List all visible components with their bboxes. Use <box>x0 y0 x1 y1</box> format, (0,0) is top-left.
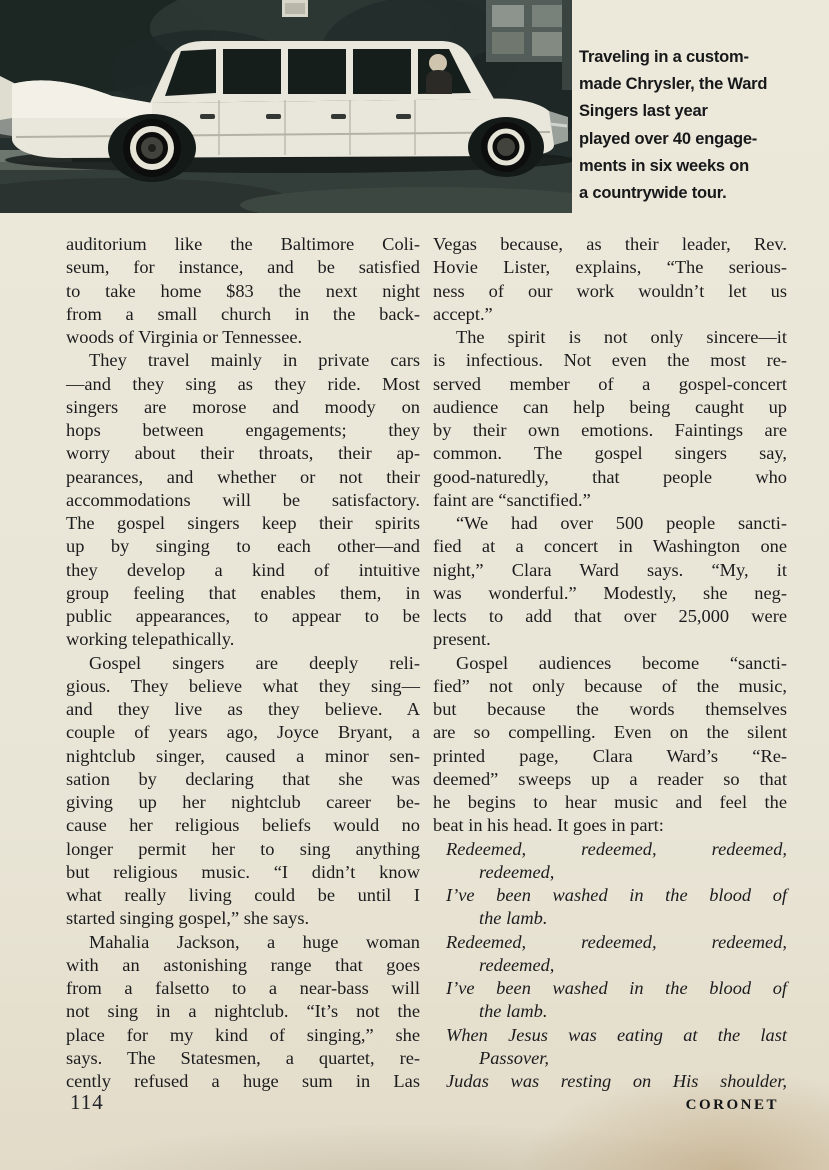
text-line: and they live as they believe. A <box>66 699 420 719</box>
text-line: present. <box>433 629 491 650</box>
caption-line: ments in six weeks on <box>579 156 750 175</box>
text-line: is infectious. Not even the most re- <box>433 350 787 371</box>
text-line: not sing in a nightclub. “It’s not the <box>66 1001 420 1022</box>
text-line: night,” Clara Ward says. “My, it <box>433 559 787 580</box>
caption-line: Singers last year <box>579 102 708 121</box>
text-line: redeemed, <box>479 861 555 882</box>
text-line: Gospel singers are deeply reli- <box>89 652 420 673</box>
limousine-photo <box>0 0 572 213</box>
text-line: beat in his head. It goes in part: <box>433 815 664 836</box>
text-line: redeemed, <box>479 954 555 975</box>
article-column-left <box>66 233 420 1093</box>
text-line: Judas was resting on His shoulder, <box>446 1071 787 1091</box>
text-line: Redeemed, redeemed, redeemed, <box>446 931 787 952</box>
lyric-stanza <box>433 1024 787 1071</box>
text-line: from a falsetto to a near-bass will <box>66 978 420 998</box>
article-body <box>66 233 787 1093</box>
text-line: couple of years ago, Joyce Bryant, a <box>66 722 420 743</box>
text-line: hops between engagements; they <box>66 420 420 440</box>
text-line: worry about their throats, their ap- <box>66 443 420 464</box>
limousine-photo-illustration <box>0 0 572 213</box>
text-line: fied at a concert in Washington one <box>433 536 787 557</box>
text-line: Mahalia Jackson, a huge woman <box>89 931 420 952</box>
text-line: Vegas because, as their leader, Rev. <box>433 234 787 254</box>
text-line: up by singing to each other—and <box>66 536 420 557</box>
text-line: The spirit is not only sincere—it <box>456 327 787 347</box>
text-line: Hovie Lister, explains, “The serious- <box>433 257 787 278</box>
text-line: giving up her nightclub career be- <box>66 792 420 812</box>
text-line: public appearances, to appear to be <box>66 606 420 626</box>
text-line: I’ve been washed in the blood of <box>446 885 787 905</box>
lyric-stanza <box>433 838 787 885</box>
text-line: —and they sing as they ride. Most <box>66 373 420 394</box>
text-line: They travel mainly in private cars <box>89 350 420 371</box>
caption-line: a countrywide tour. <box>579 184 727 203</box>
text-line: started singing gospel,” she says. <box>66 908 310 929</box>
text-line: cently refused a huge sum in Las <box>66 1071 420 1091</box>
text-line: the lamb. <box>479 1001 548 1022</box>
photo-caption <box>579 44 825 207</box>
text-line: working telepathically. <box>66 629 235 650</box>
paragraph <box>433 652 787 838</box>
text-line: accommodations will be satisfactory. <box>66 489 420 510</box>
text-line: Passover, <box>479 1047 549 1068</box>
article-column-right <box>433 233 787 1093</box>
text-line: “We had over 500 people sancti- <box>456 513 787 533</box>
text-line: auditorium like the Baltimore Coli- <box>66 234 420 254</box>
text-line: served member of a gospel-concert <box>433 373 787 394</box>
text-line: audience can help being caught up <box>433 396 787 417</box>
paragraph <box>433 233 787 326</box>
lyric-stanza <box>433 931 787 978</box>
paragraph <box>433 326 787 512</box>
text-line: what really living could be until I <box>66 885 420 905</box>
text-line: group feeling that enables them, in <box>66 582 420 603</box>
text-line: printed page, Clara Ward’s “Re- <box>433 745 787 766</box>
text-line: gious. They believe what they sing— <box>66 675 420 696</box>
text-line: they develop a kind of intuitive <box>66 559 420 580</box>
text-line: from a small church in the back- <box>66 303 420 324</box>
text-line: common. The gospel singers say, <box>433 443 787 464</box>
text-line: faint are “sanctified.” <box>433 489 591 510</box>
text-line: ness of our work wouldn’t let us <box>433 280 787 301</box>
text-line: accept.” <box>433 303 493 324</box>
text-line: says. The Statesmen, a quartet, re- <box>66 1047 420 1068</box>
text-line: lects to add that over 25,000 were <box>433 606 787 626</box>
magazine-title: CORONET <box>685 1097 779 1113</box>
text-line: Redeemed, redeemed, redeemed, <box>446 838 787 859</box>
text-line: longer permit her to sing anything <box>66 838 420 859</box>
paragraph <box>66 931 420 1094</box>
paragraph <box>433 512 787 652</box>
text-line: by their own emotions. Faintings are <box>433 420 787 440</box>
text-line: When Jesus was eating at the last <box>446 1024 787 1045</box>
text-line: with an astonishing range that goes <box>66 954 420 975</box>
text-line: seum, for instance, and be satisfied <box>66 257 420 278</box>
lyric-stanza <box>433 884 787 931</box>
text-line: good-naturedly, that people who <box>433 466 787 487</box>
paragraph <box>66 233 420 349</box>
text-line: woods of Virginia or Tennessee. <box>66 327 303 347</box>
text-line: The gospel singers keep their spirits <box>66 513 420 533</box>
paragraph <box>66 652 420 931</box>
caption-line: played over 40 engage- <box>579 129 758 148</box>
text-line: but religious music. “I didn’t know <box>66 861 420 882</box>
text-line: fied” not only because of the music, <box>433 675 787 696</box>
text-line: deemed” sweeps up a reader so that <box>433 768 787 789</box>
page-footer <box>70 1090 779 1115</box>
caption-line: made Chrysler, the Ward <box>579 75 768 94</box>
text-line: was wonderful.” Modestly, she neg- <box>433 582 787 603</box>
lyric-stanza <box>433 977 787 1024</box>
text-line: to take home $83 the next night <box>66 280 420 301</box>
text-line: pearances, and whether or not their <box>66 466 420 487</box>
text-line: sation by declaring that she was <box>66 768 420 789</box>
text-line: but because the words themselves <box>433 699 787 719</box>
text-line: are so compelling. Even on the silent <box>433 722 787 743</box>
text-line: Gospel audiences become “sancti- <box>456 652 787 673</box>
text-line: I’ve been washed in the blood of <box>446 978 787 998</box>
text-line: place for my kind of singing,” she <box>66 1024 420 1045</box>
text-line: singers are morose and moody on <box>66 396 420 417</box>
text-line: the lamb. <box>479 908 548 929</box>
page-number: 114 <box>70 1090 104 1114</box>
paragraph <box>66 349 420 651</box>
text-line: he begins to hear music and feel the <box>433 792 787 812</box>
caption-line: Traveling in a custom- <box>579 48 749 66</box>
text-line: nightclub singer, caused a minor sen- <box>66 745 420 766</box>
text-line: cause her religious beliefs would no <box>66 815 420 836</box>
